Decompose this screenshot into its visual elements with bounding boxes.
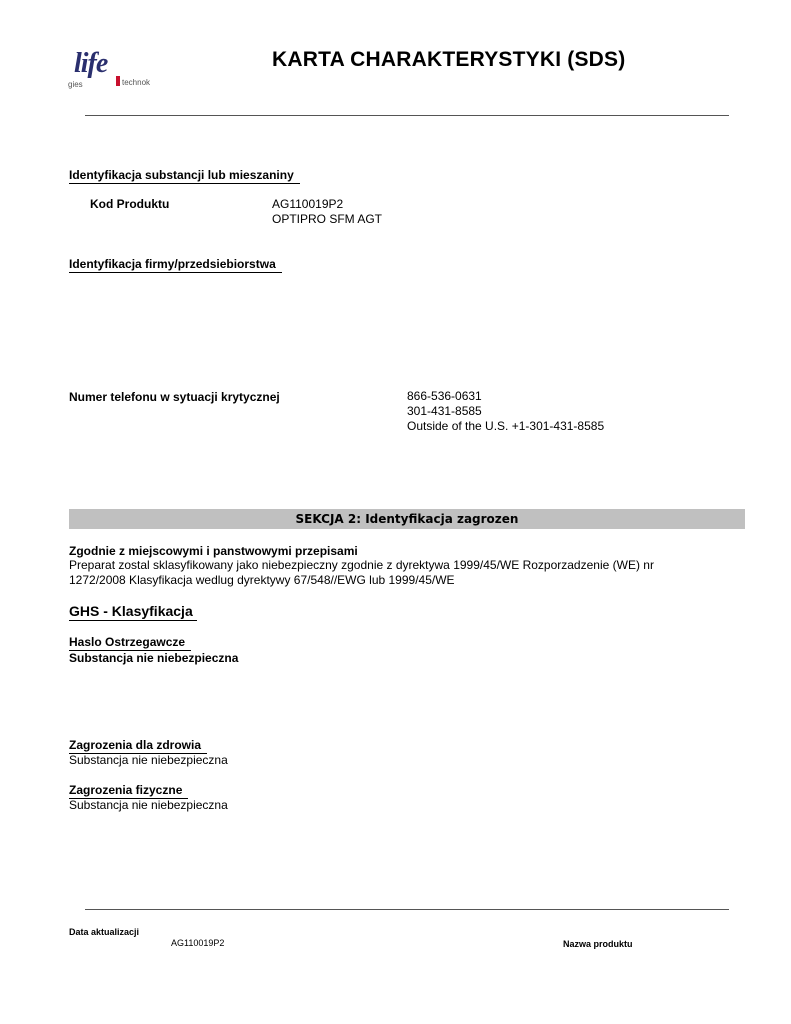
product-code-label: Kod Produktu [90, 197, 170, 211]
regulations-heading: Zgodnie z miejscowymi i panstwowymi przepisami [69, 544, 358, 558]
header-divider [85, 115, 729, 116]
document-title: KARTA CHARAKTERYSTYKI (SDS) [272, 48, 626, 71]
emergency-phone-2: 301-431-8585 [407, 404, 482, 418]
ghs-classification-heading: GHS - Klasyfikacja [69, 603, 197, 621]
revision-date-label: Data aktualizacji [69, 927, 140, 937]
company-heading: Identyfikacja firmy/przedsiebiorstwa [69, 257, 282, 273]
logo-red-mark [116, 76, 120, 86]
emergency-phone-1: 866-536-0631 [407, 389, 482, 403]
health-hazards-value: Substancja nie niebezpieczna [69, 753, 228, 767]
emergency-phone-international: Outside of the U.S. +1-301-431-8585 [407, 419, 605, 433]
identification-heading: Identyfikacja substancji lub mieszaniny [69, 168, 300, 184]
footer-divider [85, 909, 729, 910]
regulations-text-line-2: 1272/2008 Klasyfikacja wedlug dyrektywy 67/548//EWG lub 1999/45/WE [69, 573, 455, 587]
footer-product-code: AG110019P2 [171, 938, 225, 948]
physical-hazards-value: Substancja nie niebezpieczna [69, 798, 228, 812]
section-2-title: SEKCJA 2: Identyfikacja zagrozen [295, 512, 519, 526]
signal-word-heading: Haslo Ostrzegawcze [69, 635, 191, 651]
emergency-phone-label: Numer telefonu w sytuacji krytycznej [69, 390, 280, 404]
product-name-value: OPTIPRO SFM AGT [272, 212, 383, 226]
health-hazards-heading: Zagrozenia dla zdrowia [69, 738, 207, 754]
signal-word-value: Substancja nie niebezpieczna [69, 651, 239, 665]
product-name-label: Nazwa produktu [563, 939, 633, 949]
product-code-value: AG110019P2 [272, 197, 344, 211]
logo-right-fragment: technok [122, 78, 151, 87]
company-logo [60, 48, 170, 92]
section-2-header-bar [69, 509, 745, 529]
logo-wordmark: life [74, 48, 108, 79]
regulations-text-line-1: Preparat zostal sklasyfikowany jako niebezpieczny zgodnie z dyrektywa 1999/45/WE Rozporzadzenie (WE) nr [69, 558, 654, 572]
physical-hazards-heading: Zagrozenia fizyczne [69, 783, 188, 799]
logo-left-fragment: gies [68, 80, 83, 89]
